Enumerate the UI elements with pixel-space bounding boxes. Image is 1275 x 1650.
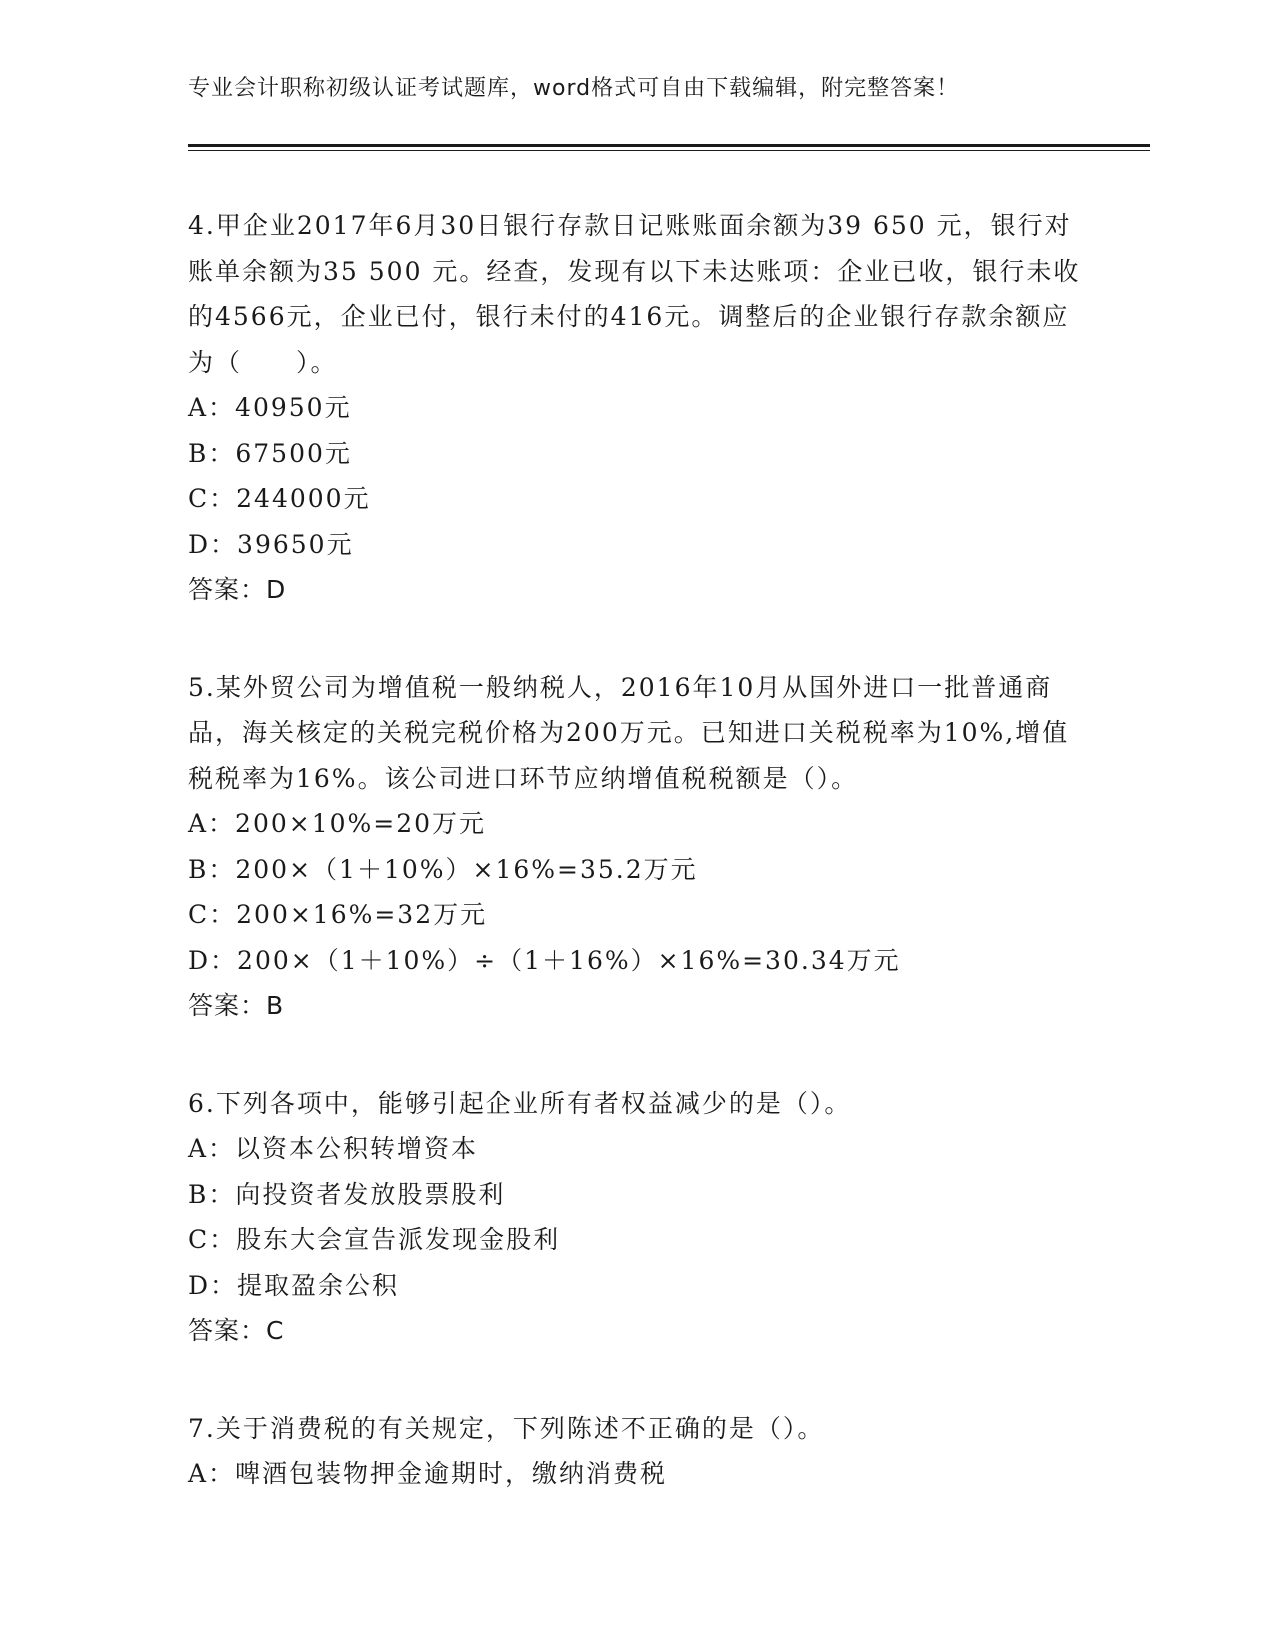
- option-b: B：200×（1＋10%）×16%=35.2万元: [188, 854, 698, 884]
- question-7: [188, 1406, 1088, 1497]
- question-list: [188, 203, 1088, 1549]
- option-b: B：向投资者发放股票股利: [188, 1179, 506, 1209]
- option-c: C：200×16%=32万元: [188, 900, 488, 929]
- header-rule-thick: [188, 144, 1150, 147]
- header-rule-thin: [188, 150, 1150, 151]
- question-5: [188, 665, 1088, 1029]
- option-a: A：以资本公积转增资本: [188, 1134, 479, 1163]
- question-stem: 5.某外贸公司为增值税一般纳税人，2016年10月从国外进口一批普通商品，海关核定的关税完税价格为200万元。已知进口关税税率为10%,增值税税率为16%。该公司进口环节应纳增值税税额是（）。: [188, 672, 1070, 793]
- question-stem: 4.甲企业2017年6月30日银行存款日记账账面余额为39 650 元，银行对账单余额为35 500 元。经查，发现有以下未达账项：企业已收，银行未收的4566元，企业已付，银行未付的416元。调整后的企业银行存款余额应为（ ）。: [188, 211, 1081, 377]
- option-c: C：244000元: [188, 484, 371, 513]
- answer-line: 答案：D: [188, 575, 287, 604]
- option-b: B：67500元: [188, 438, 352, 468]
- option-a: A：200×10%=20万元: [188, 809, 487, 838]
- page-header: 专业会计职称初级认证考试题库，word格式可自由下载编辑，附完整答案！: [188, 76, 960, 101]
- option-a: A：啤酒包装物押金逾期时，缴纳消费税: [188, 1459, 668, 1488]
- option-a: A：40950元: [188, 393, 352, 422]
- option-d: D：提取盈余公积: [188, 1270, 400, 1300]
- question-stem: 7.关于消费税的有关规定，下列陈述不正确的是（）。: [188, 1413, 825, 1443]
- answer-line: 答案：B: [188, 991, 285, 1020]
- question-6: [188, 1081, 1088, 1354]
- option-d: D：39650元: [188, 529, 354, 559]
- question-4: [188, 203, 1088, 613]
- option-c: C：股东大会宣告派发现金股利: [188, 1225, 561, 1254]
- answer-line: 答案：C: [188, 1316, 285, 1345]
- question-stem: 6.下列各项中，能够引起企业所有者权益减少的是（）。: [188, 1088, 852, 1118]
- option-d: D：200×（1＋10%）÷（1＋16%）×16%=30.34万元: [188, 945, 901, 975]
